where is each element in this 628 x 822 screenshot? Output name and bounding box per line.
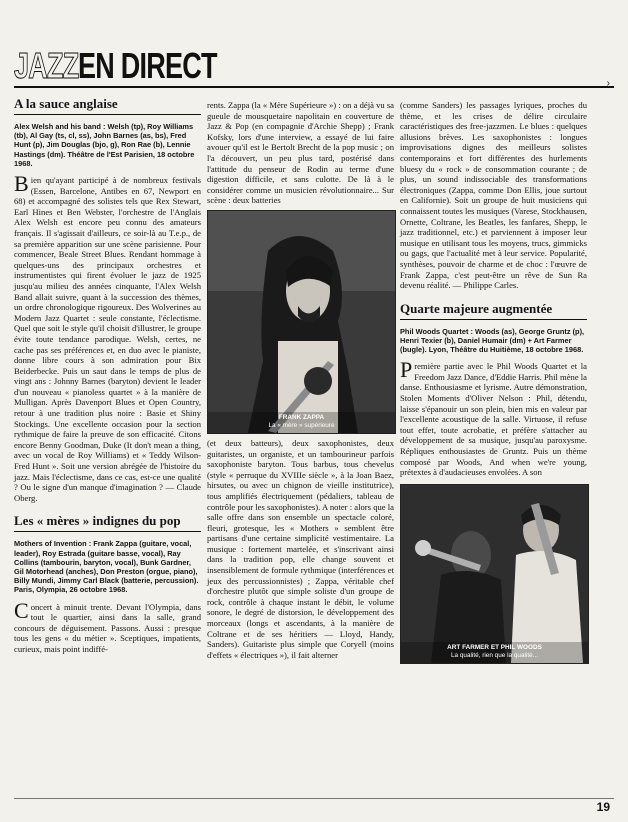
continue-arrow-icon: › (606, 78, 610, 89)
column-1 (14, 96, 201, 655)
caption-sub-farmer-woods: La qualité, rien que la qualité... (450, 651, 539, 659)
article-body-mothers-end: (comme Sanders) les passages lyriques, proches du thème, et les crises de délire circulaire caractéristiques des free-jazzmen. Le blues : quelques allusions brèves. Les saxophonistes : longues improvisations dignes des meilleurs solistes contemporains et fort différentes des hurlements bluesy du « rock » de consommation courante ; de plus, un sound indissociable des transformations électroniques (Zappa, comme Don Ellis, joue surtout en Californie). Soit un groupe de huit musiciens qui connaissent toutes les musiques (Varese, Stockhausen, Ornette, Coltrane, les Beatles, les fanfares, Shepp, le jazz traditionnel, etc.) et parviennent à imposer leur musique en utilisant tous les moyens, trucs, gimmicks ou gags, que l'actualité met à leur service. Popularité, synthèses, pouvoir de charme et de choc : l'œuvre de Frank Zappa, c'est peut-être un rêve de Sun Ra devenu réalité. — Philippe Carles. (400, 100, 587, 291)
photo-caption-farmer-woods (401, 642, 588, 663)
article-title-sauce-anglaise: A la sauce anglaise (14, 96, 201, 115)
article-body-mothers-start: Concert à minuit trente. Devant l'Olympia, dans tout le quartier, ainsi dans la salle, grand concours de déguisement. Passons. Aussi : presque tous les gens « du métier ». Sceptiques, impatients, curieux, mais point indiffé- (14, 597, 201, 655)
caption-sub-zappa: La « mère » supérieure (268, 421, 335, 429)
photo-frank-zappa (207, 210, 396, 434)
header-en-direct: EN DIRECT (78, 45, 217, 86)
article-body-mothers-part2: rents. Zappa (la « Mère Supérieure ») : on a déjà vu sa gueule de mousquetaire napolitain en couverture de Jazz & Pop (en compagnie d'Archie Shepp) ; Frank Kofsky, lors d'une interview, a essayé de lui faire avouer qu'il est le Bertolt Brecht de la pop music ; on l'a découvert, un peu plus tard, postérisé dans l'attitude du penseur de Rodin au terme d'une digestion difficile, et sans culotte. De là à le considérer comme un musicien révolutionnaire... Sur scène : deux batteries (207, 100, 394, 206)
article-credits-welsh: Alex Welsh and his band : Welsh (tp), Roy Williams (tb), Al Gay (ts, cl, ss), John Barnes (as, bs), Fred Hunt (p), Jim Douglas (bjo, g), Ron Rae (b), Lennie Hastings (dm). Théâtre de l'Est Parisien, 18 octobre 1968. (14, 122, 195, 168)
column-3 (400, 100, 587, 664)
header-jazz: JAZZ (14, 45, 79, 86)
photo-caption-zappa (208, 412, 395, 433)
page-number: 19 (596, 800, 610, 814)
article-title-quarte-majeure: Quarte majeure augmentée (400, 301, 587, 320)
caption-title-farmer-woods: ART FARMER ET PHIL WOODS (447, 643, 542, 651)
article-body-welsh: Bien qu'ayant participé à de nombreux festivals (Essen, Barcelone, Antibes en 67, Newport en 68) et accompagné des solistes tels que Rex Stewart, Earl Hines et Ben Webster, l'orchestre de l'Anglais Alex Welsh est encore peu connu des amateurs français. Il s'agissait d'ailleurs, ce soir-là au T.e.p., de sa première apparition sur une scène parisienne. Pour commencer, Beale Street Blues. Rendant hommage à quelques-uns des principaux orchestres et instrumentistes qui firent évoluer le jazz de 1925 jusqu'au milieu des années cinquante, l'Alex Welsh Band allait suivre, quant à la succession des thèmes, un ordre chronologique rigoureux. Des Wolverines au Modern Jazz Quartet : seule constante, l'éclectisme. Quel que soit le style qu'il choisit d'illustrer, le groupe évite toute tendance parodique. Welsh, certes, ne cache pas ses préférences et, en duo avec le pianiste, donne libre cours à son admiration pour Bix Beiderbecke. Puis un saut dans le temps de plus de vingt ans : Johnny Barnes (baryton) devient le leader d'un nouveau « pianoless quartet » à la manière de Mulligan. Après Davenport Blues et Open Country, retour à une tradition plus noire : Basie et Shiny Stockings. Une excellente occasion pour la section rythmique de faire la preuve de son efficacité. Citons encore Benny Goodman, Duke (It don't mean a thing, avec un vocal de Roy Williams) et « Teddy Wilson-Fred Hunt ». Soit une version abrégée de l'histoire du jazz. Mais l'éclectisme, dans ce cas, est-ce une qualité ? Ou le signe d'un manque d'imagination ? — Claude Oberg. (14, 171, 201, 503)
caption-title-zappa: FRANK ZAPPA (278, 413, 325, 421)
article-title-meres-indignes: Les « mères » indignes du pop (14, 513, 201, 532)
footer-rule (14, 798, 614, 799)
farmer-woods-photo-image (401, 485, 588, 663)
article-credits-mothers: Mothers of Invention : Frank Zappa (guitare, vocal, leader), Roy Estrada (guitare basse, vocal), Ray Collins (tambourin, baryton, vocal), Bunk Gardner, Gil Motorhead (anches), Don Preston (orgue, piano), Billy Mundi, Jimmy Carl Black (batterie, percussion). Paris, Olympia, 26 octobre 1968. (14, 539, 199, 595)
article-body-mothers-part3: (et deux batteurs), deux saxophonistes, deux guitaristes, un organiste, et un tambourineur parfois saxophoniste baryton. Tous barbus, tous chevelus (style « perruque du XVIIIe siècle », à la Joan Baez, hirsutes, ou avec un chignon de vieille institutrice), tous amplifiés électriquement (pédaliers, tableau de contrôle pour les saxophonistes). A noter : alors que la salle offre dans son ensemble un spectacle coloré, fleuri, grotesque, les « Mothers » semblent être partisans d'une certaine simplicité vestimentaire. La musique : fortement martelée, et s'inscrivant ainsi dans la tradition pop, elle change souvent et insensiblement de formule rythmique (interférences et jeux des percussionnistes) ; Zappa, véritable chef d'orchestre plutôt que simple soliste d'un groupe de rock, contrôle à chaque instant le débit, le volume sonore, le degré de distorsion, le développement des morceaux (longs et ascendants, à la manière de Coltrane et de ses héritiers — Lloyd, Handy, Sanders). Guitariste plus simple que Coryell (moins d'effets « électriques »), il fait alterner (207, 437, 394, 660)
header-rule (14, 86, 614, 88)
article-credits-woods: Phil Woods Quartet : Woods (as), George Gruntz (p), Henri Texier (b), Daniel Humair (dm) + Art Farmer (bugle). Lyon, Théâtre du Huitième, 18 octobre 1968. (400, 326, 585, 355)
photo-farmer-woods (400, 484, 589, 664)
article-body-woods: Première partie avec le Phil Woods Quartet et la Freedom Jazz Dance, d'Eddie Harris. Phil mène la danse. Enthousiasme et lyrisme. Autre démonstration, Stolen Moments d'Oliver Nelson : Phil, détendu, laisse s'épanouir un son plein, bien mis en valeur par l'excellente acoustique de la salle. Virtuose, il refuse tout effet, toute acrobatie, et préfère s'attacher au développement de sa musique, jusqu'au paroxysme. Répliques enthousiastes de Gruntz. Puis un thème composé par Woods, And when we're young, prétextes à d'audacieuses envolées. A son (400, 357, 587, 478)
zappa-photo-image (208, 211, 395, 433)
column-2 (207, 100, 394, 660)
section-header (14, 42, 263, 86)
